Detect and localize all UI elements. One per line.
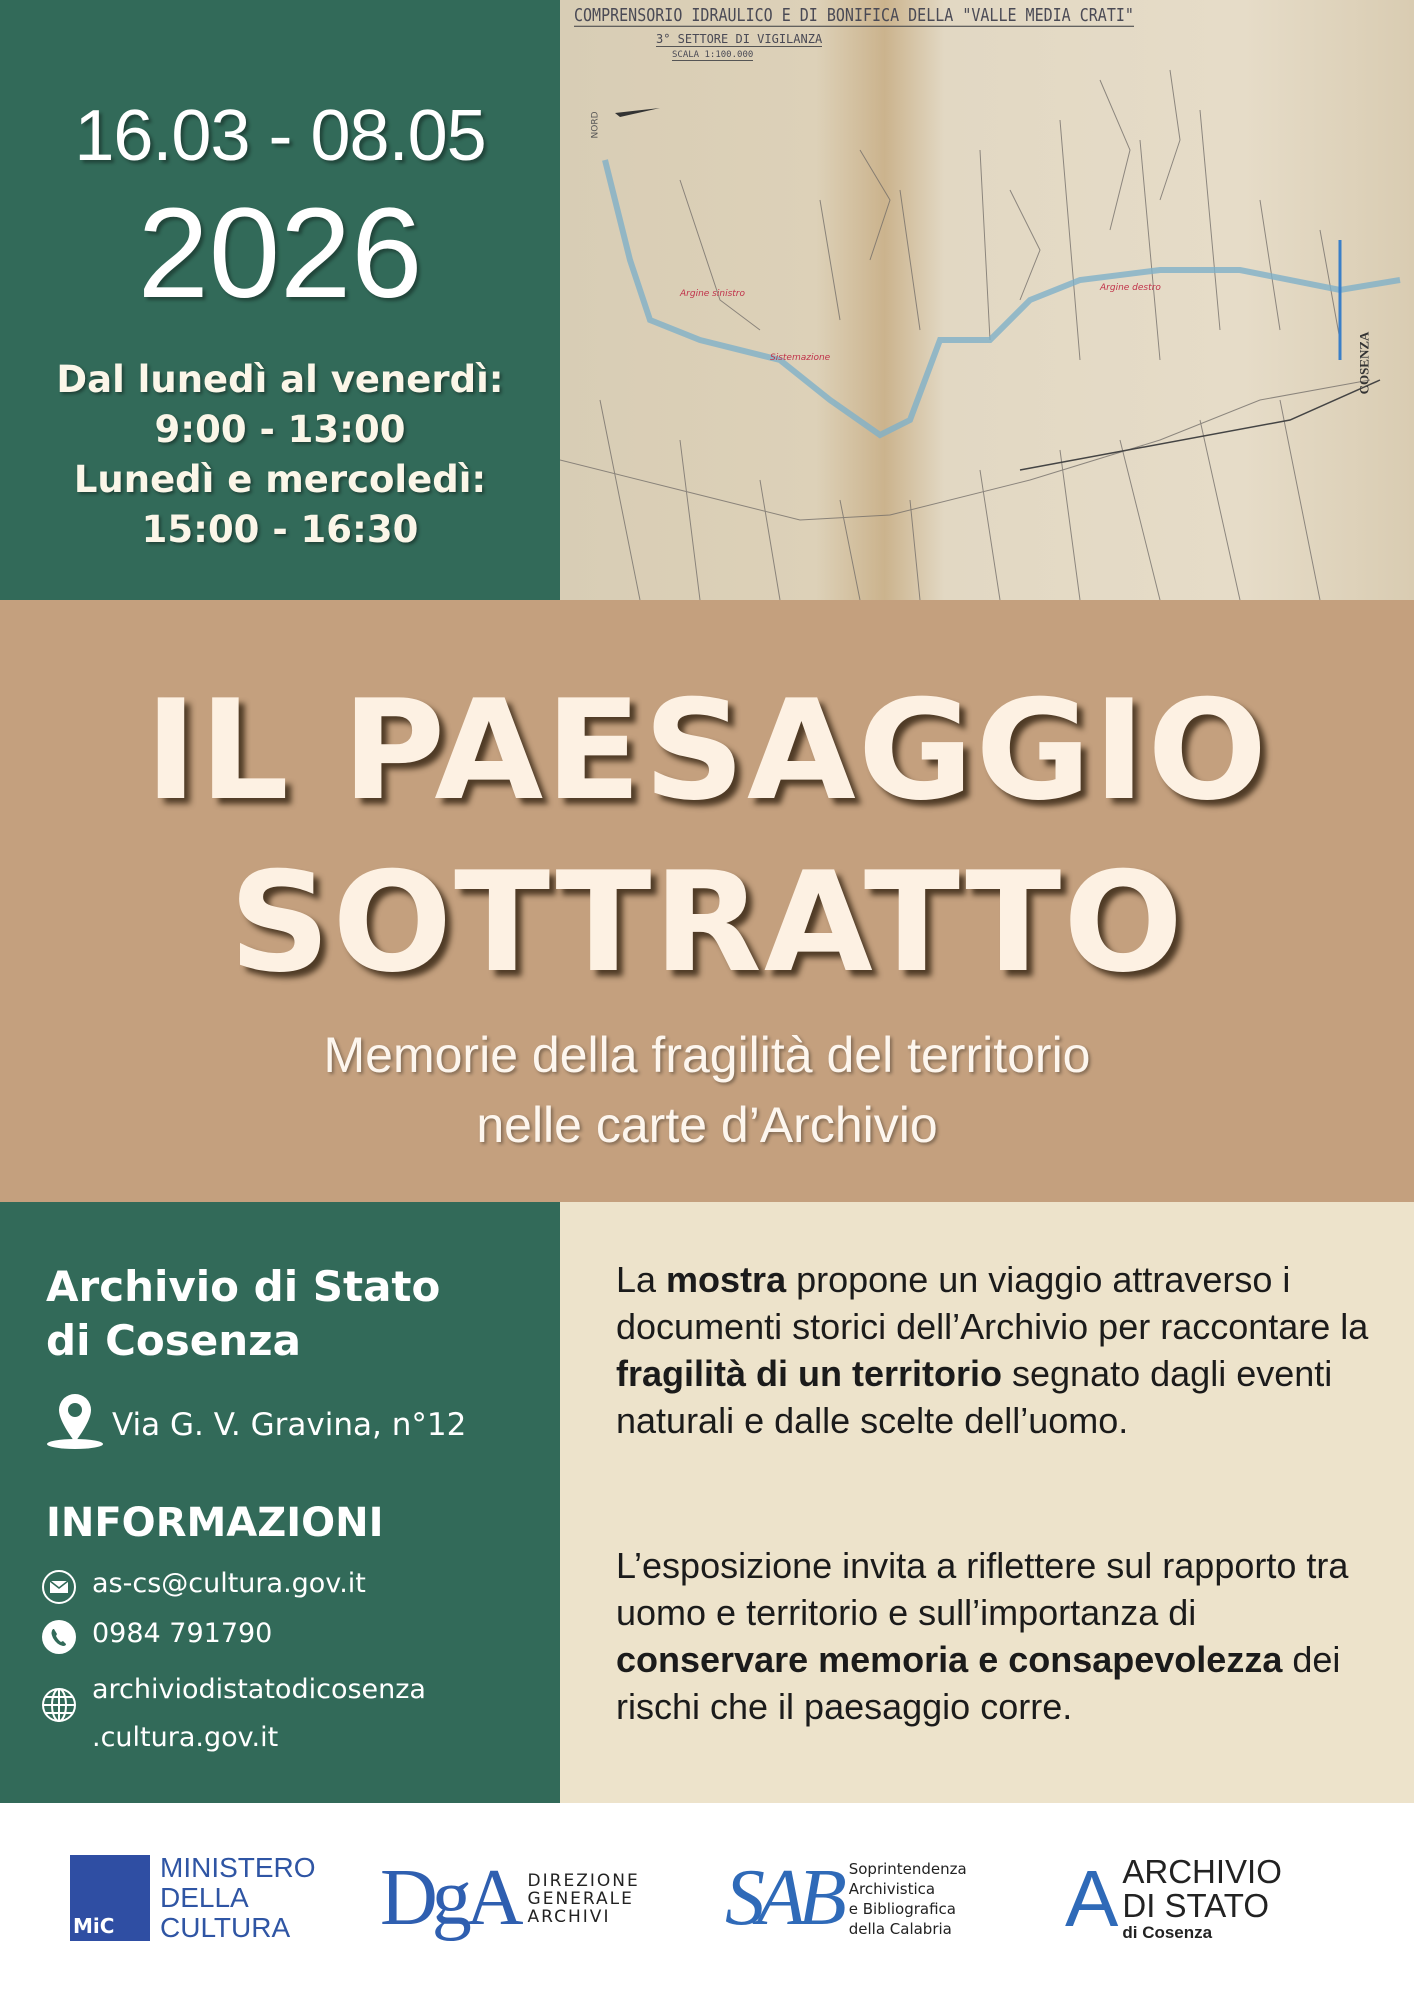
map-scale: SCALA 1:100.000 (672, 50, 754, 60)
sab-line-3: e Bibliografica (848, 1899, 956, 1918)
svg-text:Sistemazione: Sistemazione (770, 353, 831, 363)
website-line-2: .cultura.gov.it (92, 1722, 279, 1753)
phone-number[interactable]: 0984 791790 (92, 1618, 273, 1649)
historic-map-image (560, 0, 1414, 600)
sab-line-4: della Calabria (848, 1919, 952, 1938)
info-heading: INFORMAZIONI (46, 1500, 384, 1546)
email-link[interactable]: as-cs@cultura.gov.it (92, 1568, 366, 1599)
map-title: COMPRENSORIO IDRAULICO E DI BONIFICA DELLA "VALLE MEDIA CRATI" (574, 4, 1134, 26)
exhibition-title-line-1: IL PAESAGGIO (144, 670, 1270, 831)
mic-badge: MiC (70, 1855, 150, 1941)
website-contact[interactable] (40, 1666, 426, 1762)
title-band (0, 600, 1414, 1202)
exhibition-dates: 16.03 - 08.05 (74, 96, 486, 176)
globe-icon (40, 1686, 78, 1724)
map-city-label: COSENZA (1356, 331, 1372, 395)
exhibition-year: 2026 (137, 182, 423, 325)
hours-mon-wed: 15:00 - 16:30 (141, 508, 419, 551)
website-link[interactable] (92, 1666, 426, 1762)
header-section (0, 0, 1414, 600)
opening-hours (0, 355, 560, 555)
sab-mark: SAB (725, 1854, 839, 1942)
phone-contact[interactable] (40, 1618, 272, 1656)
email-contact[interactable] (40, 1568, 366, 1606)
map-drawing (560, 0, 1414, 600)
svg-text:Argine destro: Argine destro (1100, 283, 1161, 293)
location-pin-icon (46, 1392, 104, 1458)
venue-panel (0, 1202, 560, 1803)
subtitle-line-1: Memorie della fragilità del territorio (323, 1027, 1091, 1083)
dga-line-3: ARCHIVI (527, 1906, 611, 1927)
sab-line-2: Archivistica (848, 1879, 936, 1898)
venue-name-line-1: Archivio di Stato (46, 1262, 441, 1311)
mic-logo (70, 1853, 316, 1943)
address-text: Via G. V. Gravina, n°12 (112, 1407, 467, 1443)
archivio-stato-logo (1065, 1853, 1282, 1945)
dates-panel (0, 0, 560, 600)
dga-line-1: DIREZIONE (527, 1870, 640, 1891)
venue-name-line-2: di Cosenza (46, 1316, 301, 1365)
asc-line-2: DI STATO (1122, 1887, 1270, 1924)
asc-mark: A (1065, 1854, 1119, 1943)
description-paragraph-1: La mostra propone un viaggio attraverso i documenti storici dell’Archivio per raccontare la fragilità di un territorio segnato dagli eventi naturali e dalle scelte dell’uomo. (616, 1259, 1369, 1441)
website-line-1: archiviodistatodicosenza (92, 1674, 426, 1705)
description-paragraph-2: L’esposizione invita a riflettere sul rapporto tra uomo e territorio e sull’importanza di conservare memoria e consapevolezza dei rischi che il paesaggio corre. (616, 1545, 1349, 1727)
exhibition-title-line-2: SOTTRATTO (229, 842, 1185, 1003)
dga-logo (380, 1853, 640, 1944)
map-sector: 3° SETTORE DI VIGILANZA (656, 32, 823, 46)
phone-icon (40, 1618, 78, 1656)
dga-mark: DgA (380, 1854, 518, 1942)
mic-line-2: DELLA (160, 1882, 249, 1913)
hours-label-mon-wed: Lunedì e mercoledì: (73, 458, 487, 501)
svg-text:Argine sinistro: Argine sinistro (680, 289, 745, 299)
sab-logo (725, 1853, 967, 1944)
envelope-icon (40, 1568, 78, 1606)
venue-name (46, 1260, 440, 1368)
partner-logos (0, 1803, 1414, 2000)
mic-line-1: MINISTERO (160, 1852, 316, 1883)
dga-line-2: GENERALE (527, 1888, 634, 1909)
mic-line-3: CULTURA (160, 1912, 291, 1943)
map-north-label: NORD (590, 111, 601, 139)
asc-line-1: ARCHIVIO (1122, 1853, 1282, 1890)
hours-label-weekdays: Dal lunedì al venerdì: (56, 358, 504, 401)
subtitle-line-2: nelle carte d’Archivio (476, 1097, 938, 1153)
venue-address (46, 1392, 466, 1458)
sab-line-1: Soprintendenza (848, 1859, 967, 1878)
hours-weekdays: 9:00 - 13:00 (154, 408, 406, 451)
asc-sub: di Cosenza (1122, 1923, 1213, 1942)
description-panel (560, 1202, 1414, 1803)
